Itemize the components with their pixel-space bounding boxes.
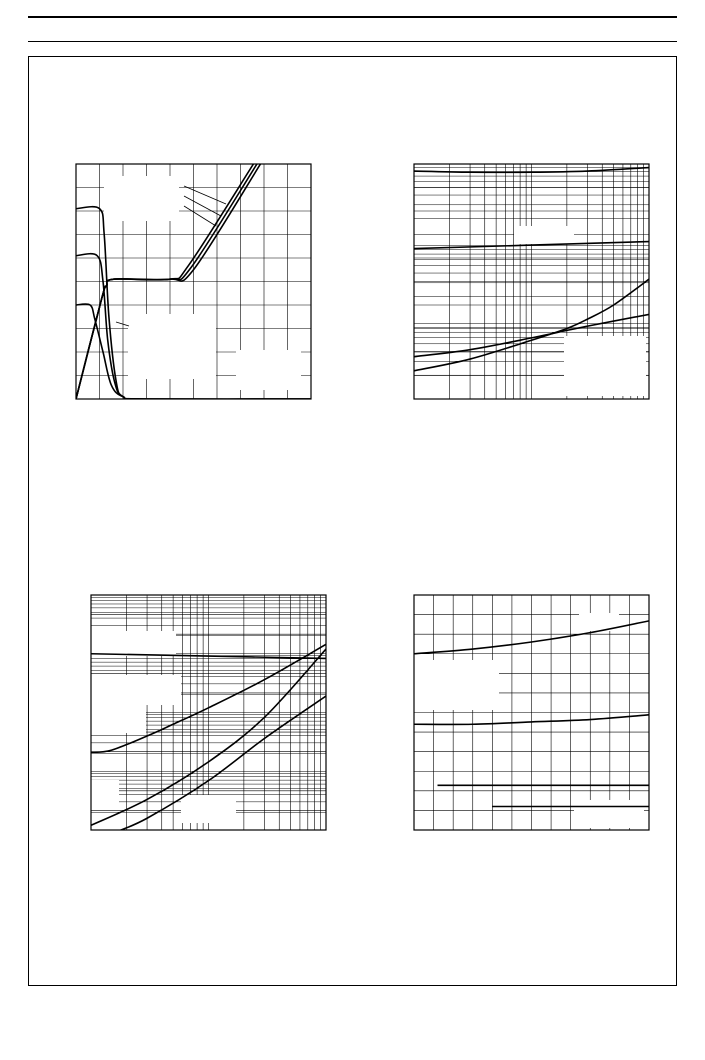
label-blank: [104, 176, 179, 221]
leader-line: [184, 186, 226, 204]
label-blank: [514, 226, 574, 244]
leader-line: [184, 196, 221, 216]
chart-1: [76, 164, 311, 399]
chart-2: [414, 164, 649, 399]
label-blank: [91, 705, 146, 733]
leader-line: [184, 206, 216, 226]
label-blank: [91, 780, 119, 805]
label-area: [91, 631, 236, 823]
header-rule-top: [28, 16, 677, 18]
label-blank: [414, 660, 499, 710]
label-blank: [564, 336, 646, 396]
label-blank: [91, 675, 181, 705]
label-blank: [236, 350, 301, 390]
header-rule-second: [28, 41, 677, 42]
label-area: [514, 226, 646, 396]
leader-line: [116, 322, 129, 326]
label-blank: [128, 314, 216, 379]
label-blank: [574, 800, 644, 828]
label-area: [414, 613, 644, 828]
label-blank: [181, 795, 236, 823]
label-area: [104, 176, 301, 390]
chart-4: [414, 595, 649, 830]
chart-3: [91, 595, 326, 830]
label-blank: [91, 631, 176, 656]
